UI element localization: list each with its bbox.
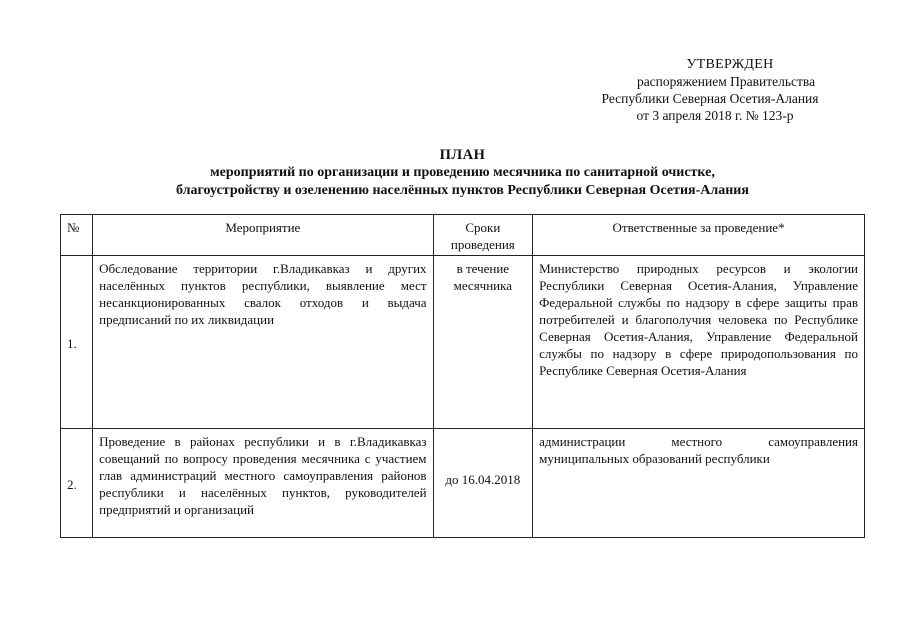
row-responsible: Министерство природных ресурсов и экологии Республики Северная Осетия-Алания, Управление Федеральной службы по надзору в сфере защиты прав потребителей и благополучия человека по Республике Северная Осетия-Алания, Управление Федеральной службы по надзору в сфере природопользования по Республике Северная Осетия-Алания: [533, 256, 865, 429]
approval-line: распоряжением Правительства: [636, 74, 816, 89]
table-row: [61, 256, 865, 429]
approval-stamp: [560, 56, 860, 124]
document-title: [60, 146, 865, 200]
approval-line: от 3 апреля 2018 г. № 123-р: [636, 108, 794, 123]
row-event: Обследование территории г.Владикавказ и других населённых пунктов республики, выявление мест несанкционированных свалок отходов и выдача предписаний по их ликвидации: [93, 256, 433, 429]
title-main: ПЛАН: [439, 147, 486, 163]
row-number: 2.: [61, 429, 93, 538]
row-deadline: в течение месячника: [433, 256, 533, 429]
header-responsible: Ответственные за проведение*: [533, 215, 865, 256]
row-number: 1.: [61, 256, 93, 429]
title-line: благоустройству и озеленению населённых пунктов Республики Северная Осетия-Алания: [176, 183, 749, 198]
row-event: Проведение в районах республики и в г.Владикавказ совещаний по вопросу проведения месячника с участием глав администраций местного самоуправления районов республики и населённых пунктов, руководителей предприятий и организаций: [93, 429, 433, 538]
header-event: Мероприятие: [93, 215, 433, 256]
approval-line: Республики Северная Осетия-Алания: [601, 91, 819, 106]
row-deadline-text: до 16.04.2018: [445, 471, 521, 487]
header-deadline: Сроки проведения: [433, 215, 533, 256]
row-deadline: [433, 429, 533, 538]
plan-table: [60, 214, 865, 538]
row-responsible: администрации местного самоуправления муниципальных образований республики: [533, 429, 865, 538]
title-line: мероприятий по организации и проведению месячника по санитарной очистке,: [210, 165, 715, 180]
table-header-row: [61, 215, 865, 256]
header-number: №: [61, 215, 93, 256]
approval-heading: УТВЕРЖДЕН: [686, 57, 774, 72]
table-row: [61, 429, 865, 538]
